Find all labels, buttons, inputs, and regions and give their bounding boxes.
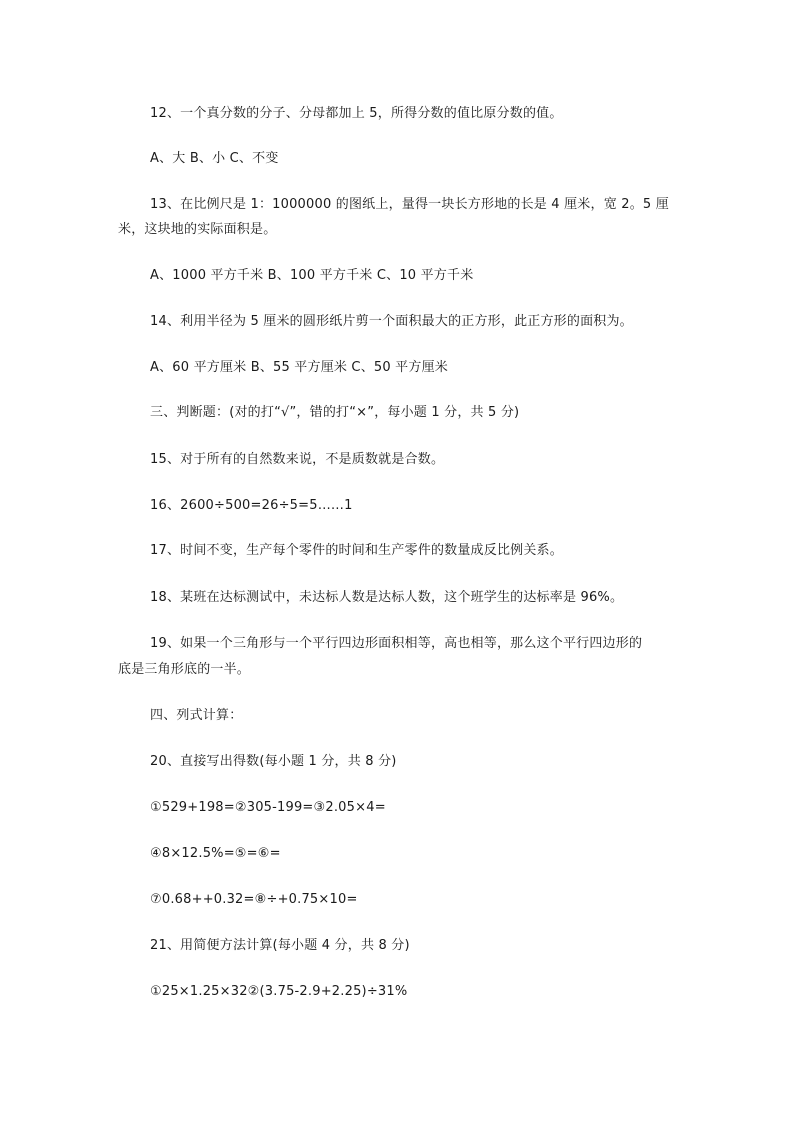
question-12: 12、一个真分数的分子、分母都加上 5，所得分数的值比原分数的值。: [150, 106, 563, 121]
question-17: 17、时间不变，生产每个零件的时间和生产零件的数量成反比例关系。: [150, 543, 563, 558]
question-19-continued: 底是三角形底的一半。: [118, 662, 251, 677]
question-20: 20、直接写出得数(每小题 1 分，共 8 分): [150, 754, 397, 769]
question-20-row-1: ①529+198=②305-199=③2.05×4=: [150, 800, 386, 815]
question-14-options: A、60 平方厘米 B、55 平方厘米 C、50 平方厘米: [150, 360, 448, 375]
question-19: 19、如果一个三角形与一个平行四边形面积相等，高也相等，那么这个平行四边形的: [150, 636, 643, 651]
question-18: 18、某班在达标测试中，未达标人数是达标人数，这个班学生的达标率是 96%。: [150, 590, 624, 605]
question-13: 13、在比例尺是 1：1000000 的图纸上，量得一块长方形地的长是 4 厘米，宽 2。5 厘: [150, 197, 669, 212]
question-15: 15、对于所有的自然数来说，不是质数就是合数。: [150, 452, 445, 467]
question-12-options: A、大 B、小 C、不变: [150, 151, 279, 166]
question-20-row-3: ⑦0.68++0.32=⑧÷+0.75×10=: [150, 892, 358, 907]
question-21-row-1: ①25×1.25×32②(3.75-2.9+2.25)÷31%: [150, 984, 408, 999]
question-13-continued: 米，这块地的实际面积是。: [118, 222, 277, 237]
question-16: 16、2600÷500=26÷5=5……1: [150, 498, 353, 513]
question-13-options: A、1000 平方千米 B、100 平方千米 C、10 平方千米: [150, 268, 474, 283]
section-calculation-heading: 四、列式计算：: [150, 708, 243, 723]
question-21: 21、用简便方法计算(每小题 4 分，共 8 分): [150, 938, 410, 953]
question-20-row-2: ④8×12.5%=⑤=⑥=: [150, 846, 281, 861]
section-judgement-heading: 三、判断题：(对的打“√”，错的打“×”，每小题 1 分，共 5 分): [150, 405, 520, 420]
question-14: 14、利用半径为 5 厘米的圆形纸片剪一个面积最大的正方形，此正方形的面积为。: [150, 314, 633, 329]
